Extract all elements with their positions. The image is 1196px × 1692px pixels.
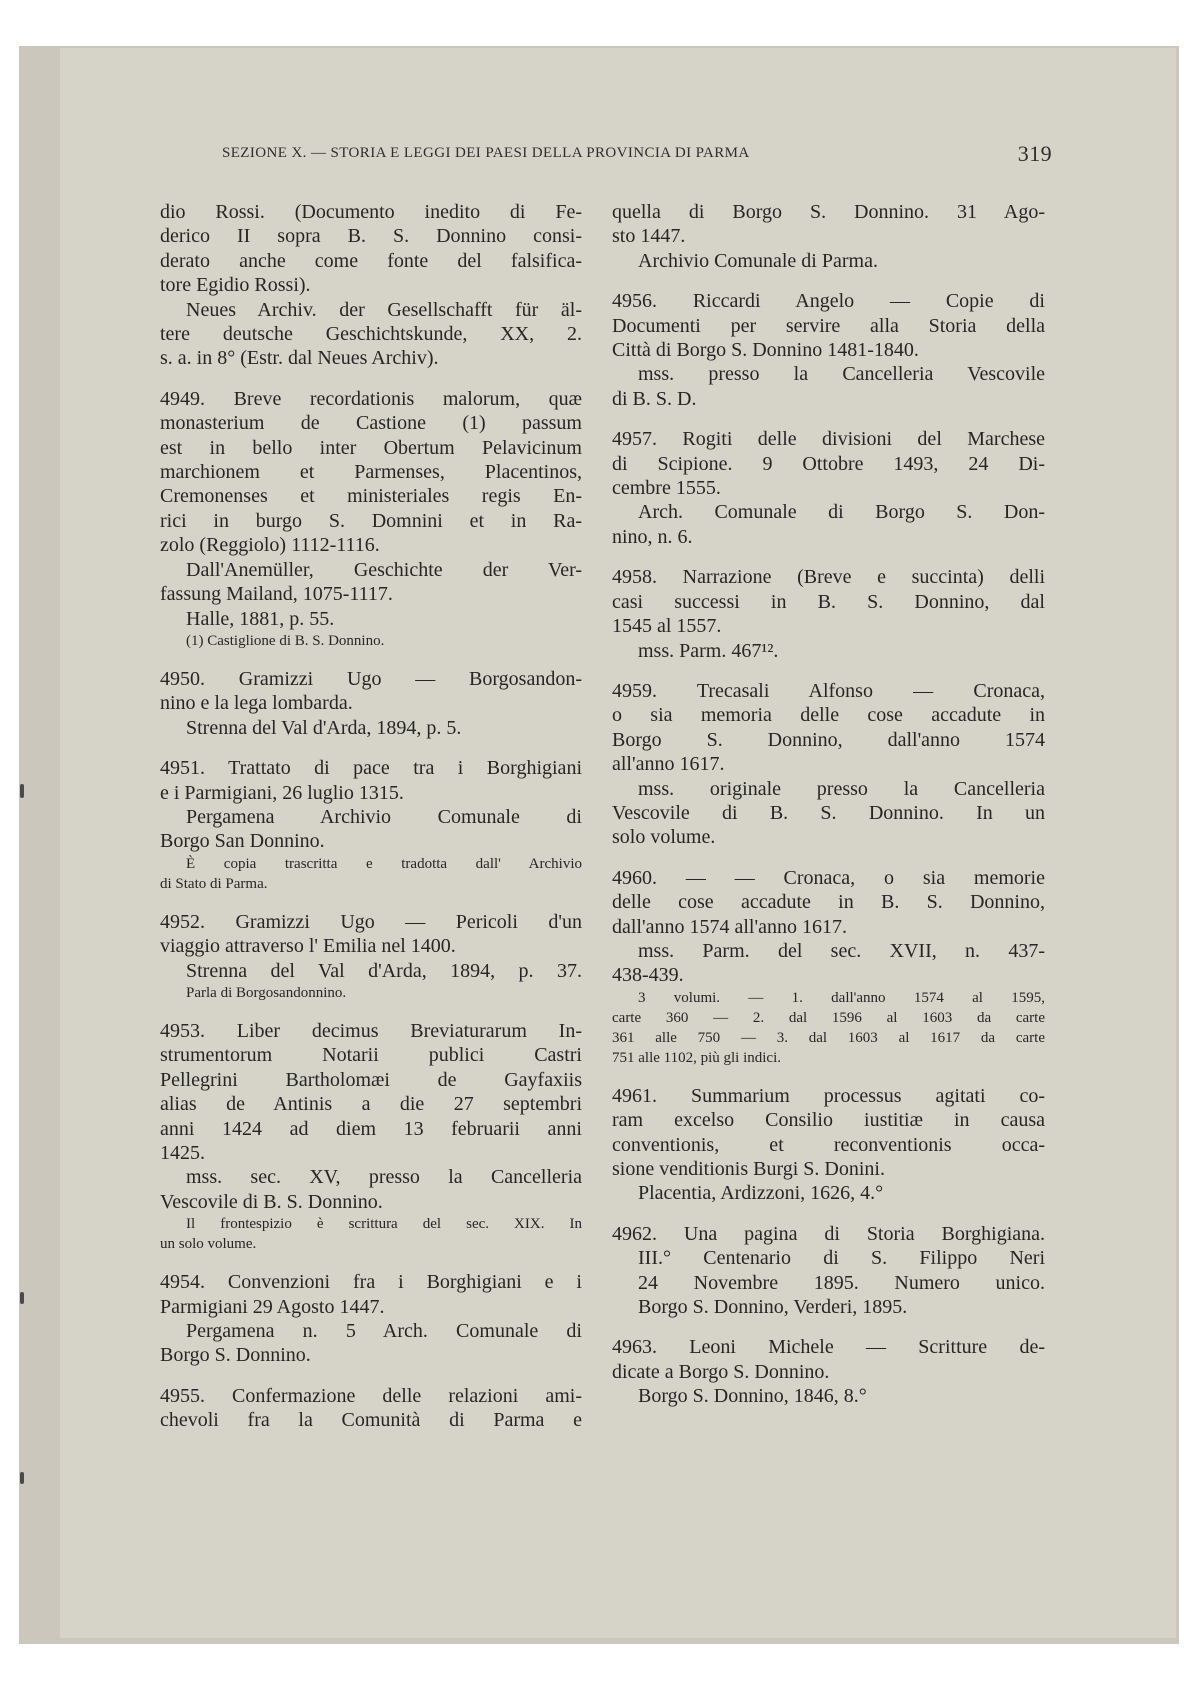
text-line: rici in burgo S. Domnini et in Ra- [160, 509, 582, 532]
text-line: alias de Antinis a die 27 septembri [160, 1093, 582, 1116]
text-line: chevoli fra la Comunità di Parma e [160, 1409, 582, 1432]
text-line: Neues Archiv. der Gesellschafft für äl- [186, 298, 582, 321]
text-line: nino e la lega lombarda. [160, 692, 353, 715]
text-line: Arch. Comunale di Borgo S. Don- [638, 501, 1045, 524]
edge-mark [20, 784, 24, 798]
text-line: È copia trascritta e tradotta dall' Archivio [186, 855, 582, 872]
text-line: 4962. Una pagina di Storia Borghigiana. [612, 1222, 1045, 1245]
text-line: anni 1424 ad diem 13 februarii anni [160, 1117, 582, 1140]
text-line: sione venditionis Burgi S. Donini. [612, 1158, 885, 1180]
edge-mark [20, 1292, 24, 1304]
text-line: casi successi in B. S. Donnino, dal [612, 590, 1045, 613]
text-line: 24 Novembre 1895. Numero unico. [638, 1271, 1045, 1294]
text-line: dicate a Borgo S. Donnino. [612, 1360, 830, 1383]
text-line: Vescovile di B. S. Donnino. [160, 1190, 383, 1213]
text-line: tere deutsche Geschichtskunde, XX, 2. [160, 323, 582, 346]
text-line: 4956. Riccardi Angelo — Copie di [612, 290, 1045, 313]
text-line: 4951. Trattato di pace tra i Borghigiani [160, 757, 582, 780]
text-line: 361 alle 750 — 3. dal 1603 al 1617 da carte [612, 1029, 1045, 1046]
text-line: nino, n. 6. [612, 525, 693, 548]
text-line: Dall'Anemüller, Geschichte der Ver- [186, 558, 582, 581]
text-line: quella di Borgo S. Donnino. 31 Ago- [612, 201, 1045, 223]
text-line: 3 volumi. — 1. dall'anno 1574 al 1595, [638, 989, 1045, 1006]
text-line: 4963. Leoni Michele — Scritture de- [612, 1336, 1045, 1359]
text-line: 4955. Confermazione delle relazioni ami- [160, 1384, 582, 1407]
text-line: di B. S. D. [612, 387, 697, 410]
text-line: Cremonenses et ministeriales regis En- [160, 485, 582, 508]
page-number: 319 [1017, 141, 1052, 166]
text-line: est in bello inter Obertum Pelavicinum [160, 436, 582, 459]
text-line: tore Egidio Rossi). [160, 274, 311, 297]
text-line: Strenna del Val d'Arda, 1894, p. 5. [186, 716, 462, 739]
text-line: 1425. [160, 1142, 205, 1164]
text-line: Pergamena Archivio Comunale di [186, 805, 582, 828]
text-line: Borgo S. Donnino, dall'anno 1574 [612, 728, 1045, 751]
text-line: Il frontespizio è scrittura del sec. XIX. In [186, 1216, 582, 1233]
text-line: Borgo San Donnino. [160, 830, 325, 853]
text-line: ram excelso Consilio iustitiæ in causa [612, 1109, 1045, 1132]
text-line: mss. Parm. 467¹². [638, 639, 779, 662]
text-line: Halle, 1881, p. 55. [186, 607, 335, 630]
text-line: 438-439. [612, 964, 684, 987]
text-line: Documenti per servire alla Storia della [612, 314, 1045, 337]
text-line: un solo volume. [160, 1236, 257, 1253]
text-line: Parla di Borgosandonnino. [186, 984, 347, 1001]
text-line: 4949. Breve recordationis malorum, quæ [160, 387, 582, 410]
text-line: o sia memoria delle cose accadute in [612, 704, 1045, 727]
text-line: conventionis, et reconventionis occa- [612, 1133, 1045, 1156]
text-line: sto 1447. [612, 225, 686, 248]
text-line: derico II sopra B. S. Donnino consi- [160, 225, 582, 248]
text-line: dall'anno 1574 all'anno 1617. [612, 915, 847, 938]
text-line: mss. presso la Cancelleria Vescovile [638, 363, 1045, 386]
text-line: 4952. Gramizzi Ugo — Pericoli d'un [160, 910, 582, 933]
text-line: Borgo S. Donnino. [160, 1344, 311, 1367]
text-line: Città di Borgo S. Donnino 1481-1840. [612, 339, 919, 362]
text-line: Vescovile di B. S. Donnino. In un [612, 801, 1045, 824]
text-line: dio Rossi. (Documento inedito di Fe- [160, 201, 582, 223]
text-line: 4961. Summarium processus agitati co- [612, 1084, 1045, 1107]
text-line: viaggio attraverso l' Emilia nel 1400. [160, 935, 456, 958]
text-line: solo volume. [612, 826, 716, 849]
text-line: (1) Castiglione di B. S. Donnino. [186, 632, 385, 649]
text-line: Borgo S. Donnino, 1846, 8.° [638, 1385, 867, 1408]
text-line: mss. Parm. del sec. XVII, n. 437- [638, 939, 1045, 962]
text-line: 4958. Narrazione (Breve e succinta) delli [612, 566, 1045, 589]
right-column [612, 200, 1045, 1409]
text-line: cembre 1555. [612, 477, 721, 500]
text-line: Strenna del Val d'Arda, 1894, p. 37. [186, 959, 582, 982]
text-line: monasterium de Castione (1) passum [160, 412, 582, 435]
text-line: strumentorum Notarii publici Castri [160, 1044, 582, 1067]
text-line: di Stato di Parma. [160, 875, 268, 892]
text-line: mss. originale presso la Cancelleria [638, 777, 1045, 800]
text-line: fassung Mailand, 1075-1117. [160, 583, 393, 606]
text-line: Pellegrini Bartholomæi de Gayfaxiis [160, 1068, 582, 1091]
text-line: zolo (Reggiolo) 1112-1116. [160, 534, 380, 557]
text-line: 4957. Rogiti delle divisioni del Marchese [612, 428, 1045, 451]
left-column [160, 200, 582, 1433]
edge-mark [20, 1472, 24, 1484]
text-line: carte 360 — 2. dal 1596 al 1603 da carte [612, 1009, 1045, 1026]
text-line: di Scipione. 9 Ottobre 1493, 24 Di- [612, 452, 1045, 475]
text-line: marchionem et Parmenses, Placentinos, [160, 461, 582, 484]
text-line: Placentia, Ardizzoni, 1626, 4.° [638, 1182, 884, 1205]
text-line: III.° Centenario di S. Filippo Neri [638, 1247, 1045, 1270]
text-line: derato anche come fonte del falsifica- [160, 249, 582, 272]
text-line: 4950. Gramizzi Ugo — Borgosandon- [160, 667, 582, 690]
text-line: Archivio Comunale di Parma. [638, 249, 878, 272]
text-line: Pergamena n. 5 Arch. Comunale di [186, 1320, 582, 1343]
text-line: mss. sec. XV, presso la Cancelleria [186, 1166, 582, 1189]
text-line: 1545 al 1557. [612, 615, 722, 638]
header-title: SEZIONE X. — STORIA E LEGGI DEI PAESI DELLA PROVINCIA DI PARMA [222, 145, 750, 161]
text-line: s. a. in 8° (Estr. dal Neues Archiv). [160, 347, 439, 370]
text-line: 4960. — — Cronaca, o sia memorie [612, 866, 1045, 889]
text-line: 4954. Convenzioni fra i Borghigiani e i [160, 1271, 582, 1294]
text-line: delle cose accadute in B. S. Donnino, [612, 891, 1045, 914]
text-line: 751 alle 1102, più gli indici. [612, 1049, 782, 1066]
text-line: Borgo S. Donnino, Verderi, 1895. [638, 1296, 908, 1319]
text-line: 4959. Trecasali Alfonso — Cronaca, [612, 679, 1045, 702]
running-header [222, 143, 1052, 167]
text-line: Parmigiani 29 Agosto 1447. [160, 1295, 385, 1318]
text-line: e i Parmigiani, 26 luglio 1315. [160, 781, 404, 804]
text-line: all'anno 1617. [612, 753, 725, 776]
text-line: 4953. Liber decimus Breviaturarum In- [160, 1019, 582, 1042]
